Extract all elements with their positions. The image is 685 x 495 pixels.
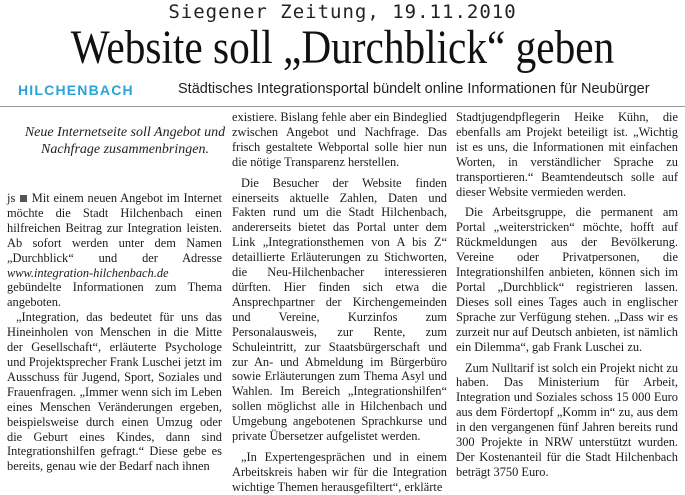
article-headline: Website soll „Durchblick“ geben <box>70 21 615 74</box>
paragraph: Zum Nulltarif ist solch ein Projekt nicht zu haben. Das Ministerium für Arbeit, Integration und Soziales schoss 15 000 Euro aus dem Fördertopf „Komm in“ zu, aus dem in den vergangenen fünf Jahren bereits rund 300 Projekte in NRW unterstützt wurden. Der Kostenanteil für die Stadt Hilchenbach beträgt 3750 Euro. <box>456 360 679 479</box>
newspaper-masthead: Siegener Zeitung, 19.11.2010 <box>168 1 517 23</box>
article-column-1 <box>7 191 222 474</box>
article-column-3 <box>456 110 678 480</box>
paragraph: existiere. Bislang fehle aber ein Bindeglied zwischen Angebot und Nachfrage. Das frisch gestaltete Webportal solle hier nun die nötige Transparenz herstellen. <box>232 110 447 169</box>
paragraph: Die Arbeitsgruppe, die permanent am Portal „weiterstricken“ möchte, hofft auf Rückmeldungen aus der Bevölkerung. Vereine oder Privatpersonen, die Integrationshilfen anbieten, können sich im Portal „Durchblick“ registrieren lassen. Dieses soll eines Tages auch in englischer Sprache zur Verfügung stehen. „Dass wir es zurzeit nur auf Deutsch anbieten, ist nämlich ein Dilemma“, gab Frank Luschei zu. <box>456 205 678 354</box>
paragraph: „In Expertengesprächen und in einem Arbeitskreis haben wir für die Integration wichtige Themen herausgefiltert“, erklärte <box>232 449 447 494</box>
subheadline-row <box>14 80 679 102</box>
paragraph: Stadtjugendpflegerin Heike Kühn, die ebenfalls am Projekt beteiligt ist. „Wichtig ist es uns, die Informationen mit einfachen Worten, in verständlicher Sprache zu transportieren.“ Beamtendeutsch solle auf dieser Website vermieden werden. <box>456 110 678 199</box>
paragraph: „Integration, das bedeutet für uns das Hineinholen von Menschen in die Mitte der Gesellschaft“, erläuterte Psychologe und Projektsprecher Frank Luschei jetzt im Ausschuss für Jugend, Sport, Soziales und Frauenfragen. „Immer wenn sich im Leben eines Menschen Veränderungen ergeben, beispielsweise durch einen Umzug oder die Geburt eines Kindes, dann sind Integrationshilfen gefragt.“ Diese gebe es bereits, genau wie der Bedarf nach ihnen <box>7 310 222 474</box>
paragraph: Die Besucher der Website finden einerseits aktuelle Zahlen, Daten und Fakten rund um die Stadt Hilchenbach, andererseits bietet das Portal unter dem Link „Integrationsthemen von A bis Z“ detaillierte Erläuterungen zu Stichworten, die Neu-Hilchenbacher interessieren dürften. Hier finden sich etwa die Ansprechpartner der Kirchengemeinden und Vereine, Kurzinfos zum Personalausweis, zur Rente, zum Schuleintritt, zur Staatsbürgerschaft und zur An- und Abmeldung im Bürgerbüro sowie Erläuterungen zum Thema Asyl und Wahlen. Im Bereich „Integrationshilfen“ sollen möglichst alle in Hilchenbach und Umgebung angebotenen Sprachkurse und private Übersetzer aufgelistet werden. <box>232 175 447 444</box>
location-kicker: HILCHENBACH <box>18 82 134 98</box>
article-teaser: Neue Internetseite soll Angebot und Nachfrage zusammenbringen. <box>24 125 226 157</box>
website-url: www.integration-hilchenbach.de <box>7 265 169 280</box>
article-column-2 <box>232 110 447 495</box>
author-initials: js <box>7 191 16 205</box>
header-divider <box>0 106 685 107</box>
paragraph: js Mit einem neuen Angebot im Internet möchte die Stadt Hilchenbach einen hilfreichen Beitrag zur Integration leisten. Ab sofort werden unter dem Namen „Durchblick“ und der Adresse www.integration-hilchenbach.de gebündelte Informationen zum Thema angeboten. <box>7 191 222 310</box>
article-subheadline: Städtisches Integrationsportal bündelt online Informationen für Neubürger <box>178 81 650 97</box>
square-bullet-icon <box>20 195 27 202</box>
